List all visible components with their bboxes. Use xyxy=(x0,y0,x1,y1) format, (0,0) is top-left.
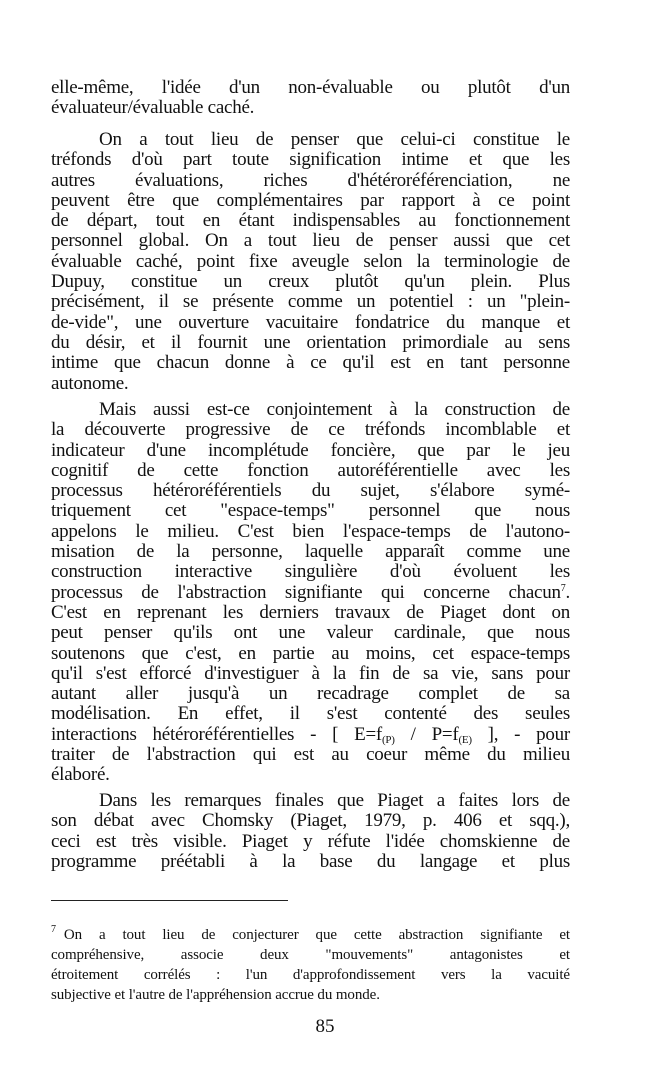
text-line xyxy=(51,725,570,745)
footnote-line: subjective et l'autre de l'appréhension accrue du monde. xyxy=(51,987,380,1003)
paragraph xyxy=(51,791,570,872)
text-line: appelons le milieu. C'est bien l'espace-temps de l'autono- xyxy=(51,520,570,542)
text-segment: processus de l'abstraction signifiante qui concerne chacun xyxy=(51,581,561,603)
text-line: précisément, il se présente comme un potentiel : un "plein- xyxy=(51,291,570,313)
text-line: misation de la personne, laquelle apparaît comme une xyxy=(51,541,570,563)
text-line: elle-même, l'idée d'un non-évaluable ou plutôt d'un xyxy=(51,77,570,98)
subscript: (E) xyxy=(458,733,472,746)
text-line: indicateur d'une incomplétude foncière, que par le jeu xyxy=(51,439,570,461)
text-line: Mais aussi est-ce conjointement à la construction de xyxy=(99,399,570,420)
footnote-reference: 7 xyxy=(560,582,566,594)
text-line: soutenons que c'est, en partie au moins, cet espace-temps xyxy=(51,642,570,664)
footnote-separator xyxy=(51,900,288,901)
text-line: processus hétéroréférentiels du sujet, s'élabore symé- xyxy=(51,480,570,502)
text-line: peuvent être que complémentaires par rapport à ce point xyxy=(51,189,570,211)
text-segment: / P=f xyxy=(394,723,459,745)
text-line: de-vide", une ouverture vacuitaire fondatrice du manque et xyxy=(51,311,570,333)
text-line: de départ, tout en étant indispensables au fonctionnement xyxy=(51,210,570,232)
page-number: 85 xyxy=(315,1016,335,1037)
footnote-marker: 7 xyxy=(51,924,56,935)
text-line: personnel global. On a tout lieu de penser aussi que cet xyxy=(51,230,570,252)
paragraph xyxy=(51,78,570,119)
text-line: traiter de l'abstraction qui est au coeur même du milieu xyxy=(51,744,570,766)
text-line: la découverte progressive de ce tréfonds incomblable et xyxy=(51,419,570,441)
text-segment: . xyxy=(565,581,570,603)
text-line: autant aller jusqu'à un recadrage complet de sa xyxy=(51,683,570,705)
text-line: programme préétabli à la base du langage et plus xyxy=(51,850,570,872)
text-segment: interactions hétéroréférentielles - [ E=f xyxy=(51,723,383,745)
text-line: cognitif de cette fonction autoréférentielle avec les xyxy=(51,459,570,481)
text-line: qu'il s'est efforcé d'investiguer à la fin de sa vie, sans pour xyxy=(51,662,570,684)
text-line: évaluateur/évaluable caché. xyxy=(51,97,255,119)
paragraph xyxy=(51,130,570,394)
paragraph xyxy=(51,400,570,786)
text-line xyxy=(51,583,570,603)
text-line: intime que chacun donne à ce qu'il est en tant personne xyxy=(51,352,570,374)
footnote-text: On a tout lieu de conjecturer que cette abstraction signifiante et xyxy=(63,927,570,943)
text-line: triquement cet "espace-temps" personnel que nous xyxy=(51,500,570,522)
text-segment: ], - pour xyxy=(471,723,570,745)
text-line: peut penser qu'ils ont une valeur cardinale, que nous xyxy=(51,622,570,644)
subscript: (P) xyxy=(382,733,395,746)
text-line: du désir, et il fournit une orientation primordiale au sens xyxy=(51,331,570,353)
text-line: ceci est très visible. Piaget y réfute l'idée chomskienne de xyxy=(51,830,570,852)
text-line: autres évaluations, riches d'hétéroréférenciation, ne xyxy=(51,169,570,191)
text-line: C'est en reprenant les derniers travaux de Piaget dont on xyxy=(51,601,570,623)
footnote xyxy=(51,925,570,1005)
text-line: autonome. xyxy=(51,372,129,394)
text-line: élaboré. xyxy=(51,764,110,786)
text-line: évaluable caché, point fixe aveugle selon la terminologie de xyxy=(51,250,570,272)
text-line: On a tout lieu de penser que celui-ci constitue le xyxy=(99,129,570,150)
text-line: Dupuy, constitue un creux plutôt qu'un plein. Plus xyxy=(51,271,570,293)
text-line: son débat avec Chomsky (Piaget, 1979, p. 406 et sqq.), xyxy=(51,810,570,832)
text-line: Dans les remarques finales que Piaget a faites lors de xyxy=(99,790,570,811)
footnote-line: compréhensive, associe deux "mouvements" antagonistes et xyxy=(51,947,570,963)
footnote-line: étroitement corrélés : l'un d'approfondissement vers la vacuité xyxy=(51,967,570,983)
text-line: construction interactive singulière d'où évoluent les xyxy=(51,561,570,583)
footnote-line xyxy=(51,925,570,945)
text-line: tréfonds d'où part toute signification intime et que les xyxy=(51,149,570,171)
text-line: modélisation. En effet, il s'est contenté des seules xyxy=(51,703,570,725)
